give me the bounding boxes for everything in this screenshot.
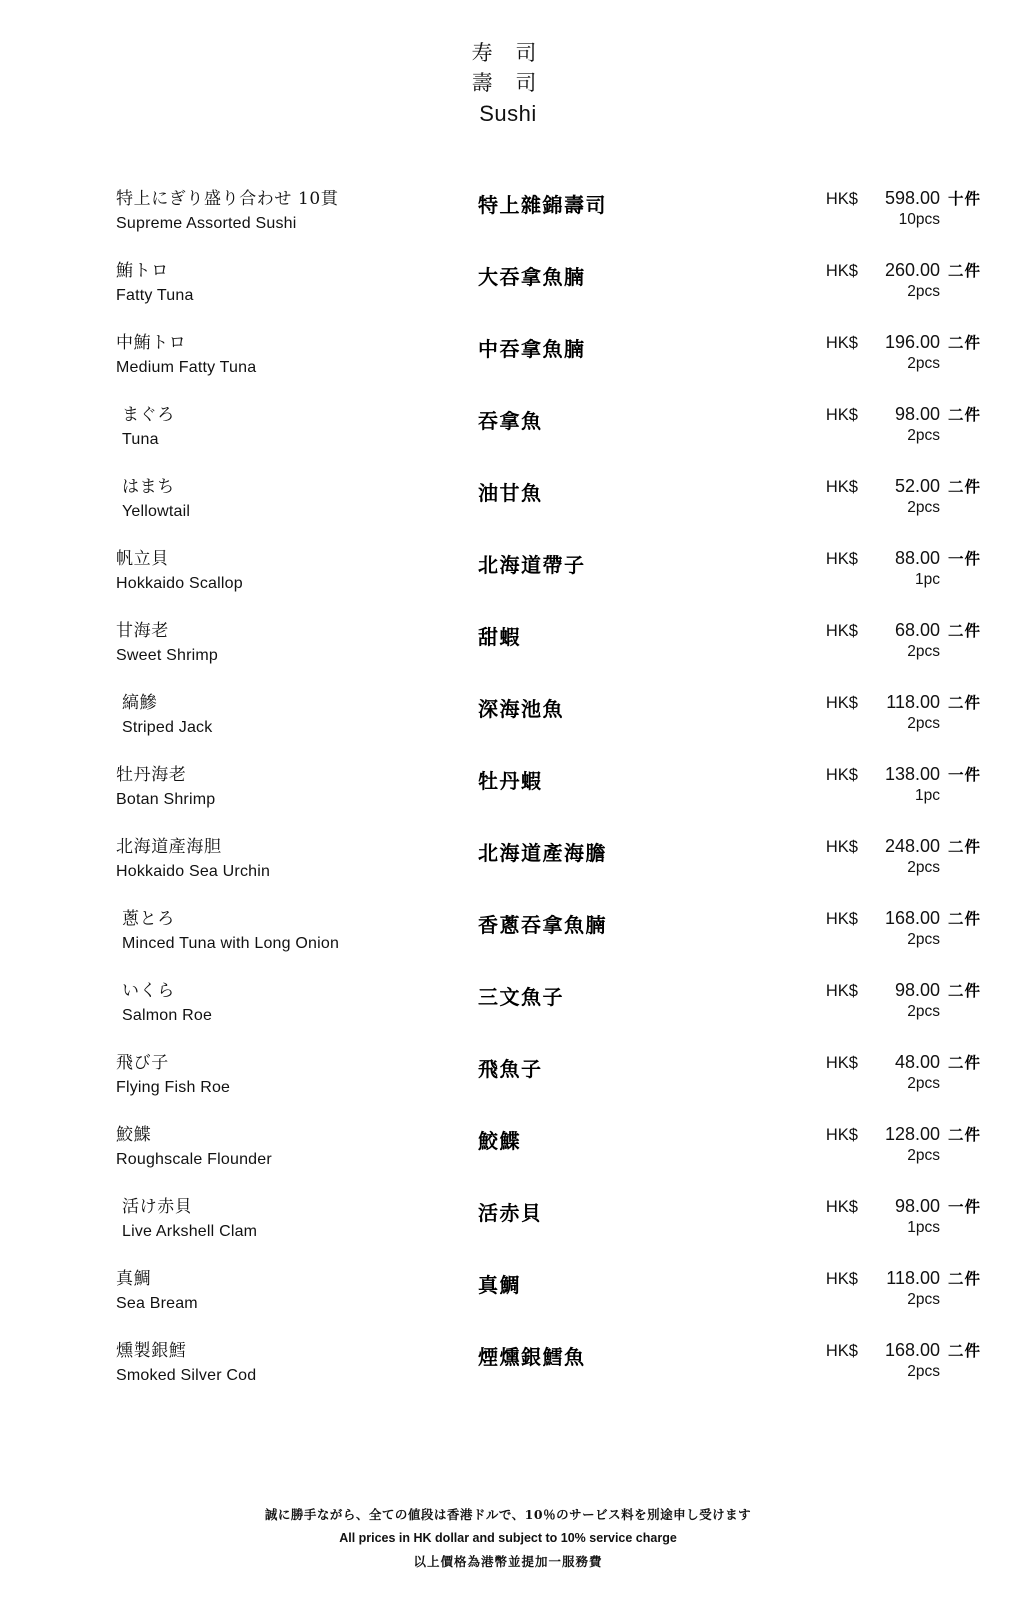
menu-item-price-block bbox=[814, 979, 994, 1021]
menu-item-price-block bbox=[814, 619, 994, 661]
quantity-english: 2pcs bbox=[907, 282, 940, 300]
price-amount: 598.00 bbox=[884, 187, 940, 208]
quantity-chinese: 二件 bbox=[948, 980, 982, 1000]
menu-item-price-block bbox=[814, 187, 994, 229]
menu-item-names bbox=[116, 187, 478, 237]
menu-item-price-block bbox=[814, 403, 994, 445]
footer-note-japanese: 誠に勝手ながら、全ての値段は香港ドルで、10％のサービス料を別途申し受けます bbox=[264, 1506, 752, 1522]
currency-label: HK$ bbox=[825, 477, 858, 496]
menu-item-names bbox=[116, 619, 478, 669]
quantity-chinese: 二件 bbox=[948, 836, 982, 856]
quantity-english: 1pc bbox=[915, 570, 940, 588]
currency-label: HK$ bbox=[825, 981, 858, 1000]
menu-item-name-japanese: まぐろ bbox=[122, 404, 175, 425]
quantity-english: 2pcs bbox=[907, 1002, 940, 1020]
menu-item-name-english: Roughscale Flounder bbox=[116, 1151, 272, 1169]
menu-item-name-english: Yellowtail bbox=[122, 503, 191, 521]
menu-item-names bbox=[116, 403, 478, 453]
menu-item-name-chinese: 牡丹蝦 bbox=[478, 768, 543, 793]
quantity-english: 2pcs bbox=[907, 930, 940, 948]
menu-item-row bbox=[0, 1339, 1016, 1411]
menu-item-name-chinese: 北海道帶子 bbox=[478, 552, 586, 577]
menu-item-name-chinese: 深海池魚 bbox=[478, 696, 564, 721]
page-title-japanese: 寿 司 bbox=[471, 41, 545, 65]
menu-item-name-chinese: 特上雜錦壽司 bbox=[478, 192, 607, 217]
menu-item-name-english: Sea Bream bbox=[116, 1295, 198, 1313]
menu-item-row bbox=[0, 1267, 1016, 1339]
currency-label: HK$ bbox=[825, 765, 858, 784]
menu-item-row bbox=[0, 403, 1016, 475]
menu-item-names bbox=[116, 907, 478, 957]
menu-item-name-english: Medium Fatty Tuna bbox=[116, 359, 257, 377]
menu-item-row bbox=[0, 1123, 1016, 1195]
menu-item-price-block bbox=[814, 763, 994, 805]
menu-item-name-japanese: 活け赤貝 bbox=[122, 1196, 193, 1217]
currency-label: HK$ bbox=[825, 333, 858, 352]
currency-label: HK$ bbox=[825, 1197, 858, 1216]
menu-item-name-chinese: 飛魚子 bbox=[478, 1056, 543, 1081]
quantity-chinese: 二件 bbox=[948, 476, 982, 496]
currency-label: HK$ bbox=[825, 1269, 858, 1288]
quantity-chinese: 二件 bbox=[948, 1340, 982, 1360]
page-header bbox=[0, 0, 1016, 129]
menu-item-name-english: Hokkaido Scallop bbox=[116, 575, 243, 593]
menu-item-list bbox=[0, 187, 1016, 1411]
menu-item-name-english: Supreme Assorted Sushi bbox=[116, 215, 297, 233]
menu-item-names bbox=[116, 1051, 478, 1101]
menu-item-name-japanese: 特上にぎり盛り合わせ 10貫 bbox=[116, 188, 339, 209]
page-title-english: Sushi bbox=[479, 100, 537, 126]
quantity-english: 2pcs bbox=[907, 354, 940, 372]
menu-item-names bbox=[116, 1123, 478, 1173]
menu-item-name-chinese: 大吞拿魚腩 bbox=[478, 264, 586, 289]
menu-item-name-chinese: 中吞拿魚腩 bbox=[478, 336, 586, 361]
menu-item-name-japanese: 北海道產海胆 bbox=[116, 836, 222, 857]
menu-item-name-japanese: 牡丹海老 bbox=[116, 764, 187, 785]
menu-item-price-block bbox=[814, 1051, 994, 1093]
quantity-chinese: 二件 bbox=[948, 908, 982, 928]
menu-item-names bbox=[116, 1195, 478, 1245]
price-amount: 98.00 bbox=[894, 979, 940, 1000]
menu-item-names bbox=[116, 331, 478, 381]
menu-item-names bbox=[116, 691, 478, 741]
menu-item-row bbox=[0, 619, 1016, 691]
menu-item-name-japanese: 真鯛 bbox=[116, 1268, 152, 1289]
price-amount: 88.00 bbox=[894, 547, 940, 568]
price-amount: 68.00 bbox=[894, 619, 940, 640]
menu-item-name-english: Hokkaido Sea Urchin bbox=[116, 863, 271, 881]
currency-label: HK$ bbox=[825, 1125, 858, 1144]
menu-item-row bbox=[0, 835, 1016, 907]
currency-label: HK$ bbox=[825, 621, 858, 640]
menu-item-name-chinese: 活赤貝 bbox=[478, 1200, 543, 1225]
currency-label: HK$ bbox=[825, 405, 858, 424]
price-amount: 48.00 bbox=[894, 1051, 940, 1072]
quantity-chinese: 一件 bbox=[948, 1196, 982, 1216]
menu-item-price-block bbox=[814, 331, 994, 373]
menu-item-row bbox=[0, 547, 1016, 619]
price-amount: 168.00 bbox=[884, 1339, 940, 1360]
menu-item-price-block bbox=[814, 835, 994, 877]
menu-item-price-block bbox=[814, 691, 994, 733]
currency-label: HK$ bbox=[825, 909, 858, 928]
quantity-english: 2pcs bbox=[907, 498, 940, 516]
menu-item-name-japanese: 飛び子 bbox=[116, 1052, 169, 1073]
quantity-english: 2pcs bbox=[907, 1074, 940, 1092]
price-amount: 128.00 bbox=[884, 1123, 940, 1144]
menu-item-name-japanese: 鮫鰈 bbox=[116, 1124, 152, 1145]
currency-label: HK$ bbox=[825, 261, 858, 280]
currency-label: HK$ bbox=[825, 1341, 858, 1360]
price-amount: 260.00 bbox=[884, 259, 940, 280]
page-footer bbox=[0, 1503, 1016, 1574]
footer-note-chinese: 以上價格為港幣並提加一服務費 bbox=[413, 1554, 603, 1570]
menu-item-name-chinese: 吞拿魚 bbox=[478, 408, 543, 433]
price-amount: 248.00 bbox=[884, 835, 940, 856]
menu-item-name-japanese: 鮪トロ bbox=[116, 260, 169, 281]
menu-item-name-english: Botan Shrimp bbox=[116, 791, 216, 809]
currency-label: HK$ bbox=[825, 693, 858, 712]
quantity-chinese: 二件 bbox=[948, 404, 982, 424]
price-amount: 52.00 bbox=[894, 475, 940, 496]
price-amount: 98.00 bbox=[894, 1195, 940, 1216]
quantity-english: 1pcs bbox=[907, 1218, 940, 1236]
menu-item-name-japanese: はまち bbox=[122, 476, 175, 497]
price-amount: 118.00 bbox=[886, 1267, 940, 1288]
menu-item-price-block bbox=[814, 259, 994, 301]
currency-label: HK$ bbox=[825, 549, 858, 568]
menu-item-names bbox=[116, 979, 478, 1029]
menu-item-name-english: Fatty Tuna bbox=[116, 287, 194, 305]
menu-item-name-chinese: 真鯛 bbox=[478, 1272, 521, 1297]
menu-item-name-english: Sweet Shrimp bbox=[116, 647, 218, 665]
quantity-english: 2pcs bbox=[907, 1290, 940, 1308]
quantity-english: 10pcs bbox=[898, 210, 940, 228]
price-amount: 196.00 bbox=[884, 331, 940, 352]
menu-item-name-japanese: 燻製銀鱈 bbox=[116, 1340, 187, 1361]
quantity-chinese: 二件 bbox=[948, 1052, 982, 1072]
menu-item-name-english: Striped Jack bbox=[122, 719, 213, 737]
menu-item-name-english: Flying Fish Roe bbox=[116, 1079, 231, 1097]
menu-item-names bbox=[116, 1267, 478, 1317]
currency-label: HK$ bbox=[825, 837, 858, 856]
menu-item-names bbox=[116, 475, 478, 525]
menu-item-name-chinese: 香蔥吞拿魚腩 bbox=[478, 912, 607, 937]
footer-note-english: All prices in HK dollar and subject to 10% service charge bbox=[339, 1530, 677, 1545]
menu-item-price-block bbox=[814, 1267, 994, 1309]
menu-item-row bbox=[0, 1051, 1016, 1123]
menu-item-names bbox=[116, 763, 478, 813]
menu-item-name-japanese: 蔥とろ bbox=[122, 908, 175, 929]
menu-item-row bbox=[0, 259, 1016, 331]
price-amount: 118.00 bbox=[886, 691, 940, 712]
quantity-chinese: 二件 bbox=[948, 692, 982, 712]
menu-item-name-english: Minced Tuna with Long Onion bbox=[122, 935, 340, 953]
menu-item-name-english: Salmon Roe bbox=[122, 1007, 213, 1025]
price-amount: 98.00 bbox=[894, 403, 940, 424]
quantity-english: 2pcs bbox=[907, 714, 940, 732]
currency-label: HK$ bbox=[825, 189, 858, 208]
quantity-chinese: 二件 bbox=[948, 260, 982, 280]
menu-item-price-block bbox=[814, 1123, 994, 1165]
menu-item-price-block bbox=[814, 475, 994, 517]
menu-item-row bbox=[0, 691, 1016, 763]
menu-item-name-chinese: 北海道產海膽 bbox=[478, 840, 607, 865]
quantity-english: 2pcs bbox=[907, 858, 940, 876]
menu-item-name-japanese: 甘海老 bbox=[116, 620, 169, 641]
currency-label: HK$ bbox=[825, 1053, 858, 1072]
quantity-english: 2pcs bbox=[907, 642, 940, 660]
menu-item-name-japanese: 中鮪トロ bbox=[116, 332, 187, 353]
quantity-english: 2pcs bbox=[907, 426, 940, 444]
quantity-chinese: 二件 bbox=[948, 1268, 982, 1288]
menu-item-name-chinese: 甜蝦 bbox=[478, 624, 521, 649]
menu-item-name-japanese: 縞鰺 bbox=[122, 692, 158, 713]
menu-item-name-english: Live Arkshell Clam bbox=[122, 1223, 258, 1241]
menu-item-names bbox=[116, 1339, 478, 1389]
price-amount: 168.00 bbox=[884, 907, 940, 928]
menu-item-name-english: Smoked Silver Cod bbox=[116, 1367, 257, 1385]
menu-item-name-chinese: 三文魚子 bbox=[478, 984, 564, 1009]
menu-item-row bbox=[0, 979, 1016, 1051]
quantity-english: 2pcs bbox=[907, 1362, 940, 1380]
menu-item-name-english: Tuna bbox=[122, 431, 159, 449]
menu-item-price-block bbox=[814, 547, 994, 589]
menu-item-name-japanese: いくら bbox=[122, 980, 175, 1001]
menu-item-row bbox=[0, 1195, 1016, 1267]
page-title-chinese: 壽 司 bbox=[471, 71, 545, 96]
quantity-chinese: 二件 bbox=[948, 620, 982, 640]
menu-item-row bbox=[0, 907, 1016, 979]
quantity-chinese: 一件 bbox=[948, 764, 982, 784]
menu-item-row bbox=[0, 331, 1016, 403]
quantity-chinese: 一件 bbox=[948, 548, 982, 568]
quantity-chinese: 十件 bbox=[948, 188, 982, 208]
menu-item-name-chinese: 煙燻銀鱈魚 bbox=[478, 1344, 586, 1369]
menu-item-price-block bbox=[814, 907, 994, 949]
menu-item-name-chinese: 油甘魚 bbox=[478, 480, 543, 505]
quantity-chinese: 二件 bbox=[948, 332, 982, 352]
quantity-chinese: 二件 bbox=[948, 1124, 982, 1144]
quantity-english: 1pc bbox=[915, 786, 940, 804]
menu-item-row bbox=[0, 763, 1016, 835]
quantity-english: 2pcs bbox=[907, 1146, 940, 1164]
menu-item-price-block bbox=[814, 1195, 994, 1237]
menu-item-name-japanese: 帆立貝 bbox=[116, 548, 169, 569]
menu-item-names bbox=[116, 547, 478, 597]
menu-item-row bbox=[0, 187, 1016, 259]
menu-item-name-chinese: 鮫鰈 bbox=[478, 1128, 521, 1153]
menu-item-row bbox=[0, 475, 1016, 547]
menu-item-names bbox=[116, 835, 478, 885]
price-amount: 138.00 bbox=[884, 763, 940, 784]
menu-item-names bbox=[116, 259, 478, 309]
menu-item-price-block bbox=[814, 1339, 994, 1381]
